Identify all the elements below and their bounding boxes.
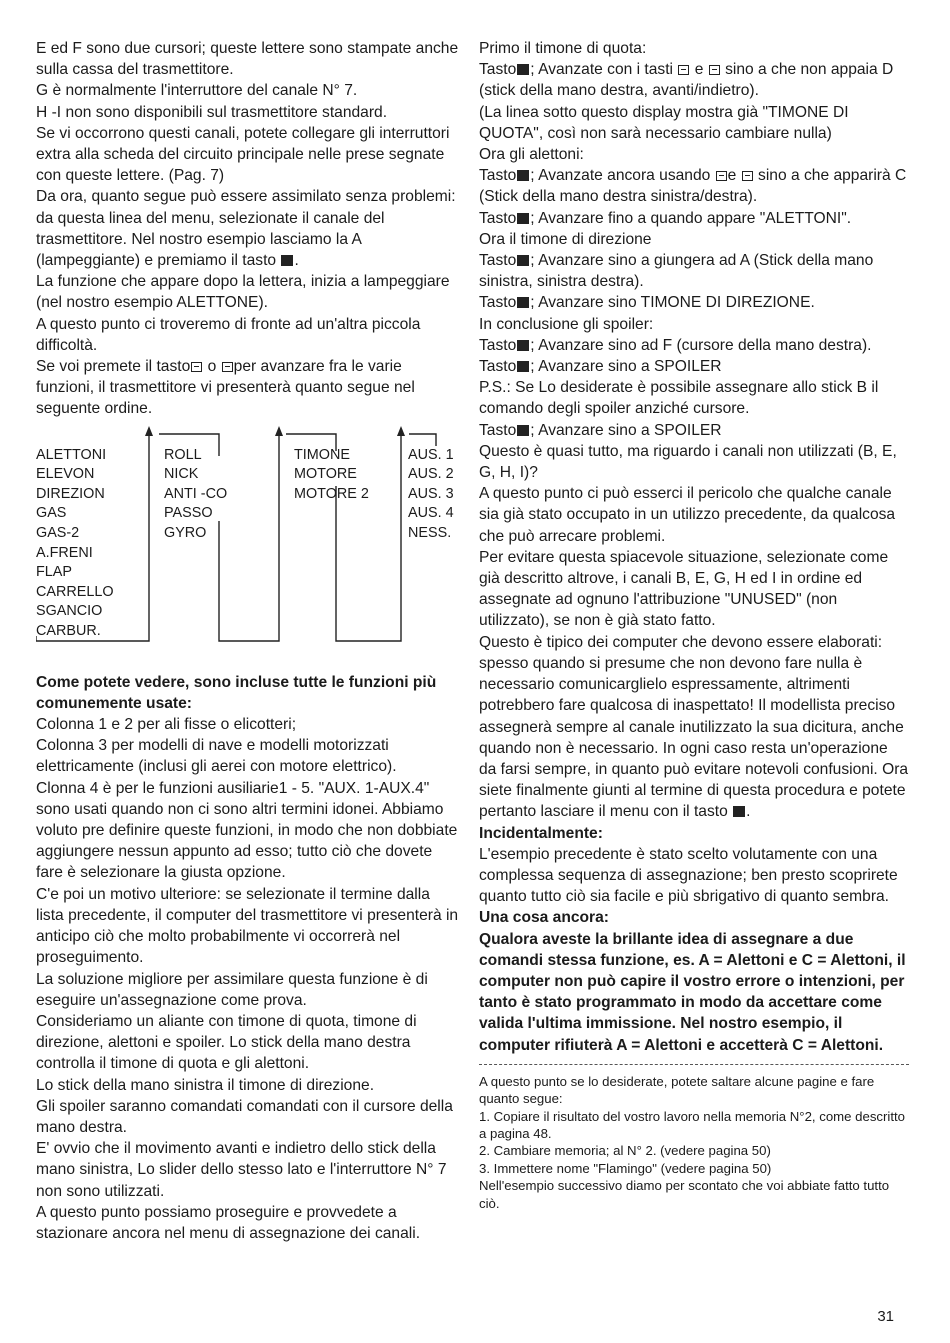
paragraph: E' ovvio che il movimento avanti e indietro dello stick della mano sinistra, Lo slider dello stesso lato e l'interruttore N° 7 non sono utilizzati. [36, 1140, 447, 1200]
paragraph [36, 356, 460, 420]
diagram-item: GAS [36, 505, 67, 522]
enter-key-icon [517, 297, 529, 308]
diagram-item: DIREZION [36, 485, 105, 502]
text: Tasto [479, 421, 517, 439]
paragraph [479, 59, 909, 101]
text: Da ora, quanto segue può essere assimilato senza problemi: da questa linea del menu, selezionate il canale del trasmettitore. Nel nostro esempio lasciamo la A (lampeggiante) e premiamo il tasto [36, 188, 456, 270]
text: ; Avanzare sino a SPOILER [530, 358, 722, 376]
text: o [207, 358, 217, 376]
left-column [36, 38, 460, 1244]
diagram-item: GAS-2 [36, 525, 80, 542]
footnote: 3. Immettere nome "Flamingo" (vedere pagina 50) [479, 1160, 772, 1176]
plus-key-icon [716, 171, 727, 181]
paragraph [479, 356, 909, 377]
footnote: 2. Cambiare memoria; al N° 2. (vedere pagina 50) [479, 1143, 771, 1159]
text: ; Avanzate con i tasti [530, 61, 674, 79]
diagram-item: ELEVON [36, 466, 95, 483]
minus-key-icon [709, 65, 720, 75]
text: ; Avanzare sino TIMONE DI DIREZIONE. [530, 294, 815, 312]
text: per avanzare fra le varie funzioni, il trasmettitore vi presenterà quanto segue nel seguente ordine. [36, 358, 415, 418]
diagram-item: PASSO [164, 505, 213, 522]
paragraph: Clonna 4 è per le funzioni ausiliarie1 - 5. "AUX. 1-AUX.4" sono usati quando non ci sono altri termini idonei. Abbiamo voluto pre definire queste funzioni, in modo che non dobbiate aggiungere nessun appunto ad esso; tutto ciò che dovete fare è selezionare la giusta opzione. [36, 779, 458, 882]
text: Tasto [479, 167, 517, 185]
text: ; Avanzare sino a giungera ad A (Stick della mano sinistra, sinistra destra). [479, 252, 874, 291]
text: sino a che apparirà C (Stick della mano destra sinistra/destra). [479, 167, 907, 206]
paragraph [479, 250, 909, 292]
footnote: A questo punto se lo desiderate, potete saltare alcune pagine e fare quanto segue: [479, 1073, 875, 1107]
text: Tasto [479, 252, 517, 270]
text: Questo è tipico dei computer che devono essere elaborati: spesso quando si presume che non devono fare nulla è necessario comunicarglielo espressamente, altrimenti potrebbero fare qualcosa di inaspettato! Il modellista preciso assegnerà sempre al canale inutilizzato la sua dicitura, anche quando non è necessario. In ogni caso resta un'operazione da farsi sempre, in quanto può evitare notevoli confusioni. Ora siete finalmente giunti al termine di questa procedura e potete pertanto lasciare il menu con il tasto [479, 633, 909, 821]
footnote: Nell'esempio successivo diamo per scontato che voi abbiate fatto tutto ciò. [479, 1178, 890, 1211]
paragraph: Ora gli alettoni: [479, 146, 584, 164]
paragraph: La soluzione migliore per assimilare questa funzione è di eseguire un'assegnazione come prova. [36, 970, 428, 1009]
text: Tasto [479, 294, 517, 312]
text: ; Avanzare sino a SPOILER [530, 421, 722, 439]
paragraph: Consideriamo un aliante con timone di quota, timone di direzione, alettoni e spoiler. Lo stick della mano destra controlla il timone di quota e gli alettoni. [36, 1012, 417, 1073]
minus-key-icon [742, 171, 753, 181]
paragraph: Se vi occorrono questi canali, potete collegare gli interruttori extra alla scheda del circuito principale nelle prese segnate con queste lettere. (Pag. 7) [36, 124, 450, 185]
diagram-item: AUS. 4 [408, 505, 454, 522]
plus-key-icon [678, 65, 689, 75]
diagram-item: TIMONE [294, 446, 350, 463]
enter-key-icon [517, 213, 529, 224]
paragraph: A questo punto ci troveremo di fronte ad un'altra piccola difficoltà. [36, 315, 421, 354]
diagram-item: ROLL [164, 446, 202, 463]
diagram-item: ALETTONI [36, 446, 107, 463]
paragraph: G è normalmente l'interruttore del canale N° 7. [36, 82, 358, 100]
paragraph: Ora il timone di direzione [479, 230, 652, 248]
paragraph [479, 292, 909, 313]
text: . [746, 803, 751, 821]
enter-key-icon [517, 425, 529, 436]
paragraph: P.S.: Se Lo desiderate è possibile assegnare allo stick B il comando degli spoiler anziché cursore. [479, 379, 879, 418]
diagram-item: AUS. 3 [408, 485, 454, 502]
paragraph [36, 186, 460, 271]
diagram-item: NESS. [408, 525, 452, 542]
diagram-column-4 [408, 446, 454, 544]
paragraph: Colonna 1 e 2 per ali fisse o elicotteri; [36, 716, 297, 734]
text: Tasto [479, 358, 517, 376]
text: e [727, 167, 737, 185]
enter-key-icon [517, 255, 529, 266]
paragraph: Gli spoiler saranno comandati comandati con il cursore della mano destra. [36, 1097, 453, 1136]
diagram-item: NICK [164, 466, 199, 483]
text: sino a che non appaia D (stick della mano destra, avanti/indietro). [479, 61, 894, 100]
enter-key-icon [517, 361, 529, 372]
paragraph [479, 165, 909, 207]
text: ; Avanzate ancora usando [530, 167, 711, 185]
enter-key-icon [281, 255, 293, 266]
paragraph: (La linea sotto questo display mostra già "TIMONE DI QUOTA", così non sarà necessario cambiare nulla) [479, 103, 849, 142]
diagram-item: ANTI -CO [164, 485, 228, 502]
text: ; Avanzare fino a quando appare "ALETTONI". [530, 209, 852, 227]
paragraph: Per evitare questa spiacevole situazione, selezionate come già descritto altrove, i canali B, E, G, H ed I in ordine ed assegnate ad ognuno l'attribuzione "UNUSED" (non utilizzato), se non è già stato fatto. [479, 548, 889, 630]
section-heading: Incidentalmente: [479, 824, 603, 842]
diagram-item: AUS. 1 [408, 446, 454, 463]
enter-key-icon [517, 170, 529, 181]
text: e [694, 61, 704, 79]
diagram-item: MOTORE [294, 466, 357, 483]
paragraph: H -I non sono disponibili sul trasmettitore standard. [36, 103, 388, 121]
diagram-item: CARBUR. [36, 623, 101, 639]
paragraph: Questo è quasi tutto, ma riguardo i canali non utilizzati (B, E, G, H, I)? [479, 442, 897, 482]
paragraph: L'esempio precedente è stato scelto volutamente con una complessa sequenza di assegnazione; ben presto scoprirete quanto tutto ciò sia facile e più sbrigativo di quanto sembra. [479, 845, 898, 906]
text: Tasto [479, 209, 517, 227]
paragraph: Colonna 3 per modelli di nave e modelli motorizzati elettricamente (inclusi gli aerei con motore elettrico). [36, 737, 397, 776]
diagram-column-3 [294, 446, 369, 505]
paragraph [479, 632, 909, 823]
section-heading: Come potete vedere, sono incluse tutte le funzioni più comunemente usate: [36, 673, 437, 712]
paragraph [479, 208, 909, 229]
footnote: 1. Copiare il risultato del vostro lavoro nella memoria N°2, come descritto a pagina 48. [479, 1108, 905, 1141]
diagram-item: CARRELLO [36, 583, 114, 600]
diagram-item: SGANCIO [36, 603, 103, 620]
diagram-item: A.FRENI [36, 544, 93, 561]
page-number: 31 [877, 1308, 894, 1325]
diagram-item: MOTORE 2 [294, 485, 369, 502]
paragraph: In conclusione gli spoiler: [479, 315, 654, 333]
paragraph: C'e poi un motivo ulteriore: se selezionate il termine dalla lista precedente, il computer del trasmettitore vi presenterà in anticipo ciò che molto probabilmente vi occorrerà nel proseguimento. [36, 885, 459, 967]
section-heading: Una cosa ancora: [479, 909, 609, 927]
text: Se voi premete il tasto [36, 358, 191, 376]
right-column [479, 38, 909, 1212]
paragraph: Primo il timone di quota: [479, 40, 647, 57]
diagram-column-2 [164, 446, 227, 544]
paragraph: A questo punto ci può esserci il pericolo che qualche canale sia già stato occupato in un utilizzo precedente, da qualcosa che può arrecare problemi. [479, 485, 896, 545]
diagram-column-1 [36, 446, 114, 642]
paragraph: Lo stick della mano sinistra il timone di direzione. [36, 1076, 375, 1094]
paragraph: La funzione che appare dopo la lettera, inizia a lampeggiare (nel nostro esempio ALETTONE). [36, 273, 450, 312]
diagram-item: AUS. 2 [408, 466, 454, 483]
text: . [294, 252, 299, 270]
paragraph: E ed F sono due cursori; queste lettere sono stampate anche sulla cassa del trasmettitore. [36, 40, 459, 79]
enter-key-icon [517, 340, 529, 351]
plus-key-icon [191, 362, 202, 372]
function-order-diagram [36, 426, 460, 666]
paragraph [479, 335, 909, 356]
diagram-item: GYRO [164, 525, 207, 542]
paragraph [479, 420, 909, 441]
text: Tasto [479, 61, 517, 79]
divider [479, 1064, 909, 1065]
diagram-item: FLAP [36, 564, 72, 581]
minus-key-icon [222, 362, 233, 372]
text: ; Avanzare sino ad F (cursore della mano destra). [530, 336, 872, 354]
paragraph: A questo punto possiamo proseguire e provvedete a stazionare ancora nel menu di assegnazione dei canali. [36, 1203, 421, 1242]
menu-key-icon [733, 806, 745, 817]
enter-key-icon [517, 64, 529, 75]
paragraph: Qualora aveste la brillante idea di assegnare a due comandi stessa funzione, es. A = Alettoni e C = Alettoni, il computer non può capire il vostro errore o intenzioni, per tanto è stato programmato in modo da accettare come valida l'ultima immissione. Nel nostro esempio, il computer rifiuterà A = Alettoni e accetterà C = Alettoni. [479, 930, 906, 1054]
text: Tasto [479, 336, 517, 354]
